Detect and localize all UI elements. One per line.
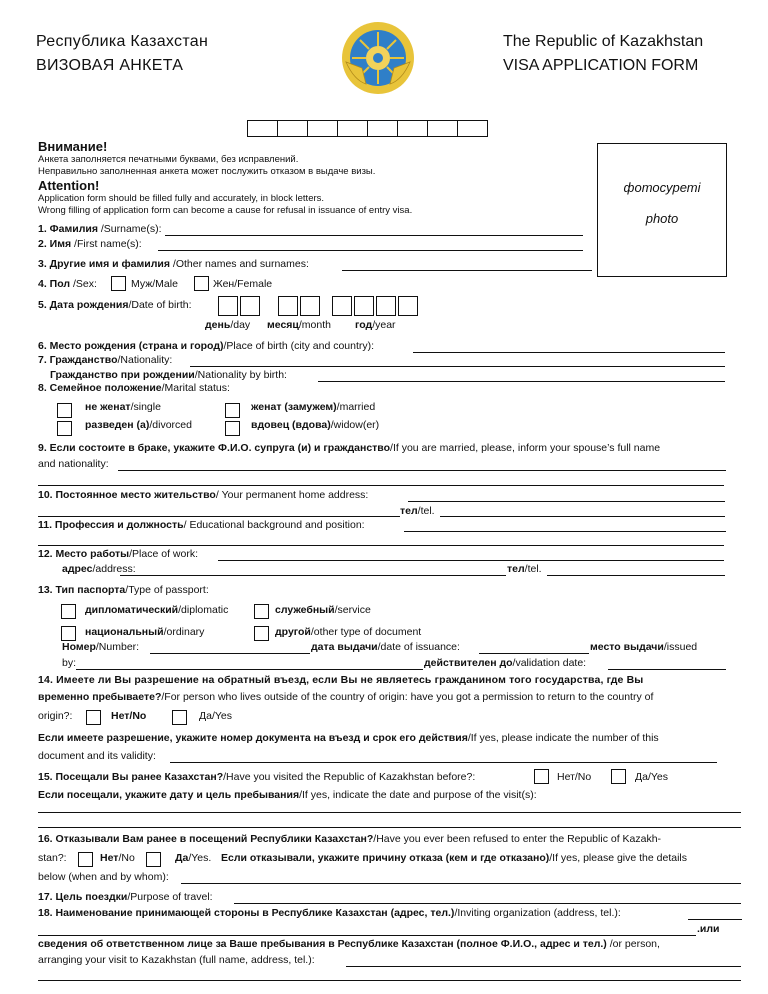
reentry-doc-input[interactable] (170, 762, 717, 763)
responsible-person-input[interactable] (346, 966, 741, 967)
field-refused-label-2: stan?: (38, 852, 67, 864)
passport-issue-date-label: дата выдачи/date of issuance: (311, 641, 460, 653)
passport-issued-by-label: место выдачи/issued (590, 641, 698, 653)
field-spouse-label-2: and nationality: (38, 458, 109, 470)
field-nationality-label: 7. Гражданство/Nationality: (38, 354, 173, 366)
field-firstname-label: 2. Имя /First name(s): (38, 238, 142, 250)
notice-heading-en: Attention! (38, 178, 100, 193)
header-country-ru: Республика Казахстан (36, 33, 209, 50)
dob-day-box-1[interactable] (218, 296, 238, 316)
header-title-ru: ВИЗОВАЯ АНКЕТА (36, 57, 184, 74)
header-country-en: The Republic of Kazakhstan (503, 33, 704, 50)
spouse-input-2[interactable] (38, 485, 724, 486)
field-nationality-birth-label: Гражданство при рождении/Nationality by birth: (50, 369, 287, 381)
passport-validity-label: действителен до/validation date: (424, 657, 587, 669)
marital-married-label: женат (замужем)/married (251, 401, 376, 413)
inviting-or-label: .или (697, 923, 720, 935)
field-inviting-label: 18. Наименование принимающей стороны в Республике Казахстан (адрес, тел.)/Inviting organization (address, tel.): (38, 907, 621, 919)
reentry-yes-label: Да/Yes (199, 710, 232, 722)
field-refused-reason-label: Если отказывали, укажите причину отказа (кем и где отказано)/If yes, please give the details (221, 852, 687, 864)
field-responsible-person-label: сведения об ответственном лице за Ваше пребывания в Республике Казахстан (полное Ф.И.О., адрес и тел.) /or person, (38, 938, 660, 950)
visited-details-input-2[interactable] (38, 827, 741, 828)
visited-no-label: Нет/No (557, 771, 592, 783)
work-tel-input[interactable] (547, 575, 725, 576)
dob-month-box-2[interactable] (300, 296, 320, 316)
photo-box[interactable] (597, 143, 727, 277)
field-workplace-label: 12. Место работы/Place of work: (38, 548, 199, 560)
passport-diplomatic-checkbox[interactable] (61, 604, 76, 619)
notice-en-line2: Wrong filling of application form can become a cause for refusal in issuance of entry visa. (38, 205, 413, 216)
reentry-no-label: Нет/No (111, 710, 147, 722)
passport-issued-by-input[interactable] (76, 669, 423, 670)
photo-label-kz: фотосуреті (623, 180, 701, 195)
refused-yes-label: Да/Yes. (175, 852, 212, 864)
marital-married-checkbox[interactable] (225, 403, 240, 418)
office-code-boxes[interactable] (248, 120, 488, 136)
passport-validity-input[interactable] (608, 669, 726, 670)
work-address-input[interactable] (120, 575, 506, 576)
field-refused-label-3: below (when and by whom): (38, 871, 169, 883)
kazakhstan-emblem-icon (340, 20, 416, 96)
workplace-input[interactable] (218, 560, 724, 561)
field-reentry-label-2: временно пребываете?/For person who lives outside of the country of origin: have you got a permission to return to the country of (38, 691, 654, 703)
dob-year-box-4[interactable] (398, 296, 418, 316)
dob-year-caption: год/year (355, 319, 396, 331)
refused-details-input[interactable] (181, 883, 741, 884)
field-othernames-label: 3. Другие имя и фамилия /Other names and surnames: (38, 258, 309, 270)
home-tel-label: тел/tel. (400, 505, 435, 517)
sex-male-label: Муж/Male (131, 278, 178, 290)
spouse-input[interactable] (118, 470, 726, 471)
dob-month-box-1[interactable] (278, 296, 298, 316)
profession-input[interactable] (404, 531, 726, 532)
passport-other-label: другой/other type of document (275, 626, 422, 638)
passport-service-label: служебный/service (275, 604, 371, 616)
field-marital-label: 8. Семейное положение/Marital status: (38, 382, 230, 394)
field-reentry-label: 14. Имеете ли Вы разрешение на обратный въезд, если Вы не являетесь гражданином того государства, где Вы (38, 674, 644, 686)
field-visited-label: 15. Посещали Вы ранее Казахстан?/Have you visited the Republic of Kazakhstan before?: (38, 771, 476, 783)
inviting-input-2[interactable] (38, 935, 696, 936)
dob-year-box-2[interactable] (354, 296, 374, 316)
home-address-input-2[interactable] (38, 516, 400, 517)
refused-no-label: Нет/No (100, 852, 135, 864)
marital-single-label: не женат/single (85, 401, 161, 413)
field-reentry-doc-label-2: document and its validity: (38, 750, 156, 762)
field-purpose-label: 17. Цель поездки/Purpose of travel: (38, 891, 213, 903)
purpose-input[interactable] (234, 903, 741, 904)
visited-yes-label: Да/Yes (635, 771, 668, 783)
birthplace-input[interactable] (413, 352, 725, 353)
field-reentry-label-3: origin?: (38, 710, 73, 722)
visited-yes-checkbox[interactable] (611, 769, 626, 784)
surname-input[interactable] (165, 235, 583, 236)
work-tel-label: тел/tel. (507, 563, 542, 575)
notice-heading-ru: Внимание! (38, 139, 108, 154)
passport-diplomatic-label: дипломатический/diplomatic (85, 604, 229, 616)
reentry-no-checkbox[interactable] (86, 710, 101, 725)
marital-divorced-checkbox[interactable] (57, 421, 72, 436)
sex-male-checkbox[interactable] (111, 276, 126, 291)
dob-month-caption: месяц/month (267, 319, 331, 331)
nationality-birth-input[interactable] (318, 381, 725, 382)
field-dob-label: 5. Дата рождения/Date of birth: (38, 299, 192, 311)
field-surname-label: 1. Фамилия /Surname(s): (38, 223, 162, 235)
passport-national-label: национальный/ordinary (85, 626, 205, 638)
passport-national-checkbox[interactable] (61, 626, 76, 641)
dob-year-box-1[interactable] (332, 296, 352, 316)
field-home-address-label: 10. Постоянное место жительство/ Your permanent home address: (38, 489, 369, 501)
refused-no-checkbox[interactable] (78, 852, 93, 867)
othernames-input[interactable] (342, 270, 592, 271)
inviting-input[interactable] (688, 919, 742, 920)
reentry-yes-checkbox[interactable] (172, 710, 187, 725)
sex-female-label: Жен/Female (213, 278, 273, 290)
home-address-input[interactable] (408, 501, 725, 502)
field-reentry-doc-label: Если имеете разрешение, укажите номер документа на въезд и срок его действия/If yes, please indicate the number of this (38, 732, 659, 744)
visited-no-checkbox[interactable] (534, 769, 549, 784)
marital-divorced-label: разведен (а)/divorced (85, 419, 192, 431)
dob-day-box-2[interactable] (240, 296, 260, 316)
field-birthplace-label: 6. Место рождения (страна и город)/Place of birth (city and country): (38, 340, 375, 352)
dob-day-caption: день/day (205, 319, 251, 331)
field-profession-label: 11. Профессия и должность/ Educational background and position: (38, 519, 365, 531)
header-title-en: VISA APPLICATION FORM (503, 57, 699, 74)
photo-label-en: photo (645, 211, 679, 226)
passport-service-checkbox[interactable] (254, 604, 269, 619)
passport-number-label: Номер/Number: (62, 641, 140, 653)
notice-en-line1: Application form should be filled fully and accurately, in block letters. (38, 193, 325, 204)
firstname-input[interactable] (158, 250, 583, 251)
work-address-label: адрес/address: (62, 563, 136, 575)
marital-single-checkbox[interactable] (57, 403, 72, 418)
nationality-input[interactable] (190, 366, 725, 367)
passport-other-checkbox[interactable] (254, 626, 269, 641)
dob-year-box-3[interactable] (376, 296, 396, 316)
home-tel-input[interactable] (440, 516, 725, 517)
passport-number-input[interactable] (150, 653, 310, 654)
notice-ru-line2: Неправильно заполненная анкета может послужить отказом в выдаче визы. (38, 166, 376, 177)
field-spouse-label: 9. Если состоите в браке, укажите Ф.И.О. супруга (и) и гражданство/If you are married, please, inform your spouse’s full name (38, 442, 661, 454)
marital-widow-checkbox[interactable] (225, 421, 240, 436)
field-visited-details-label: Если посещали, укажите дату и цель пребывания/If yes, indicate the date and purpose of the visit(s): (38, 789, 537, 801)
field-passport-type-label: 13. Тип паспорта/Type of passport: (38, 584, 209, 596)
field-refused-label: 16. Отказывали Вам ранее в посещений Республики Казахстан?/Have you ever been refused to enter the Republic of Kazakh- (38, 833, 662, 845)
profession-input-2[interactable] (38, 545, 724, 546)
refused-yes-checkbox[interactable] (146, 852, 161, 867)
marital-widow-label: вдовец (вдова)/widow(er) (251, 419, 380, 431)
sex-female-checkbox[interactable] (194, 276, 209, 291)
visited-details-input[interactable] (38, 812, 741, 813)
field-sex-label: 4. Пол /Sex: (38, 278, 97, 290)
passport-issue-date-input[interactable] (479, 653, 589, 654)
responsible-person-input-2[interactable] (38, 980, 741, 981)
notice-ru-line1: Анкета заполняется печатными буквами, без исправлений. (38, 154, 299, 165)
field-responsible-person-label-2: arranging your visit to Kazakhstan (full name, address, tel.): (38, 954, 315, 966)
passport-by-label: by: (62, 657, 77, 669)
